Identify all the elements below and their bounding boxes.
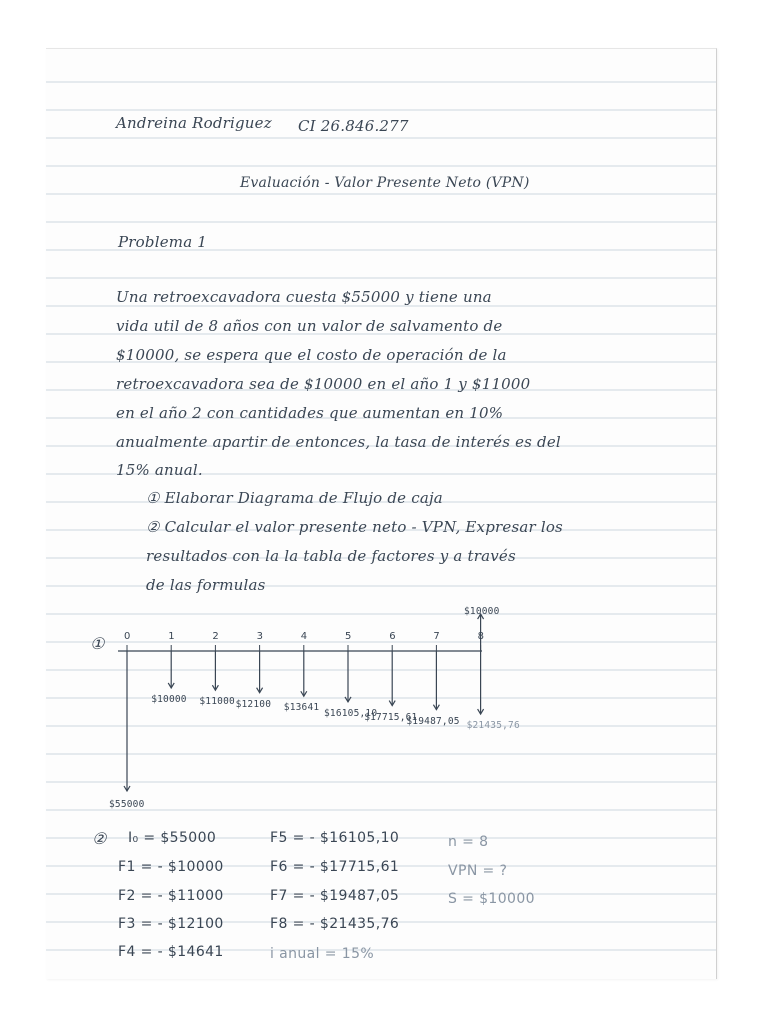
diagram-step-label: ① xyxy=(90,634,105,653)
value-f2: F2 = - $11000 xyxy=(118,888,224,904)
value-f4: F4 = - $14641 xyxy=(118,944,224,960)
student-name: Andreina Rodriguez xyxy=(116,114,272,132)
outflow-label: $17715,61 xyxy=(364,711,418,723)
task-line: de las formulas xyxy=(146,576,266,594)
statement-line: $10000, se espera que el costo de operación de la xyxy=(116,346,507,364)
value-f7: F7 = - $19487,05 xyxy=(270,888,400,904)
period-label: 6 xyxy=(389,631,396,642)
task-line: ① Elaborar Diagrama de Flujo de caja xyxy=(146,489,443,507)
periods-n: n = 8 xyxy=(448,834,489,850)
outflow-label: $16105,10 xyxy=(324,707,378,719)
task-line: ② Calcular el valor presente neto - VPN, Expresar los xyxy=(146,518,563,536)
outflow-label: $13641 xyxy=(283,702,320,714)
period-label: 2 xyxy=(212,631,219,642)
value-f3: F3 = - $12100 xyxy=(118,916,224,932)
period-label: 1 xyxy=(168,631,175,642)
statement-line: retroexcavadora sea de $10000 en el año 1 y $11000 xyxy=(116,375,531,393)
value-f1: F1 = - $10000 xyxy=(118,859,224,875)
statement-line: 15% anual. xyxy=(116,461,203,479)
task-line: resultados con la la tabla de factores y a través xyxy=(146,547,516,565)
value-i0: I₀ = $55000 xyxy=(128,830,217,846)
value-f8: F8 = - $21435,76 xyxy=(270,916,400,932)
period-label: 7 xyxy=(433,631,440,642)
period-label: 4 xyxy=(300,631,308,642)
period-label: 3 xyxy=(256,631,264,642)
problem-heading: Problema 1 xyxy=(118,233,208,251)
value-f6: F6 = - $17715,61 xyxy=(270,859,400,875)
interest-rate: i anual = 15% xyxy=(270,946,375,962)
statement-line: vida util de 8 años con un valor de salvamento de xyxy=(116,317,503,335)
period-label: 0 xyxy=(124,631,131,642)
value-f5: F5 = - $16105,10 xyxy=(270,830,400,846)
period-label: 5 xyxy=(345,631,352,642)
statement-line: Una retroexcavadora cuesta $55000 y tiene una xyxy=(116,288,492,306)
outflow-label: $11000 xyxy=(199,696,235,708)
outflow-label: $19487,05 xyxy=(406,715,460,727)
period-label: 8 xyxy=(477,631,485,642)
vpn-unknown: VPN = ? xyxy=(448,863,508,879)
statement-line: en el año 2 con cantidades que aumentan en 10% xyxy=(116,404,504,422)
outflow-label: $12100 xyxy=(235,698,272,710)
outflow-label: $21435,76 xyxy=(466,720,520,732)
section2-step-label: ② xyxy=(92,829,107,848)
salvage-label: $10000 xyxy=(464,606,500,617)
statement-line: anualmente apartir de entonces, la tasa de interés es del xyxy=(116,433,561,451)
outflow-label: $10000 xyxy=(151,693,187,705)
salvage-value: S = $10000 xyxy=(448,891,535,907)
outflow-label: $55000 xyxy=(109,799,145,810)
student-id: CI 26.846.277 xyxy=(298,117,409,135)
page-title: Evaluación - Valor Presente Neto (VPN) xyxy=(240,175,530,191)
